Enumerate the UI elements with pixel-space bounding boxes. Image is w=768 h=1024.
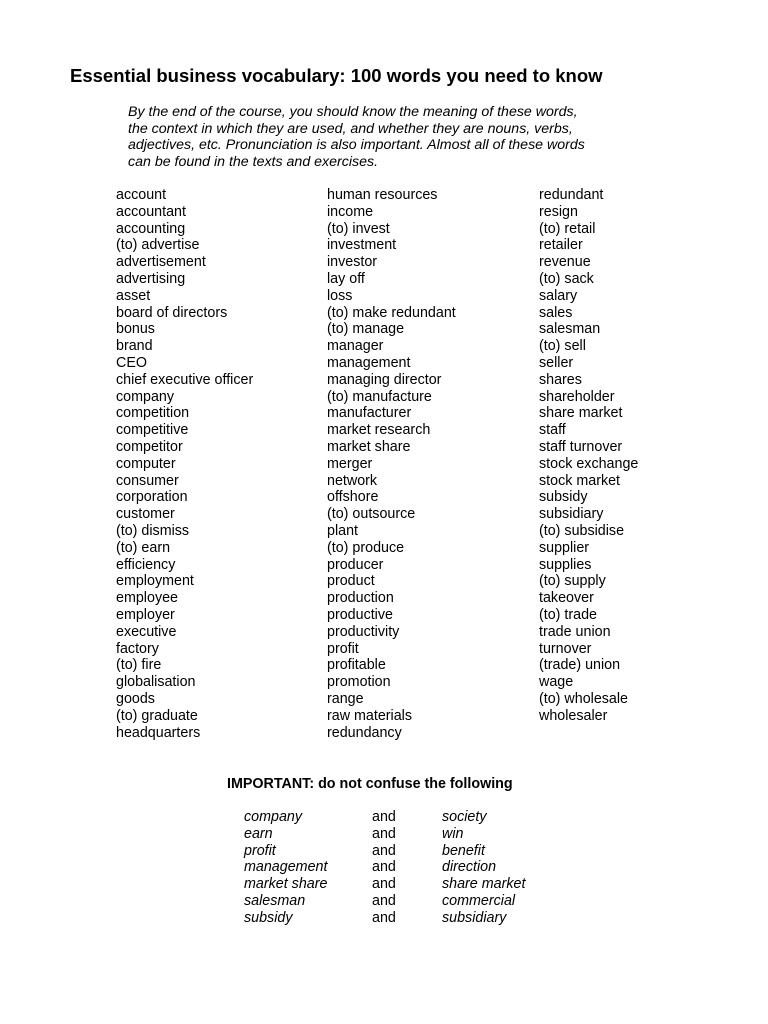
vocabulary-word: stock market [539, 472, 621, 489]
vocabulary-word: competitor [116, 438, 183, 455]
vocabulary-word: wholesaler [539, 707, 608, 724]
vocabulary-word: raw materials [327, 707, 413, 724]
vocabulary-word: redundancy [327, 724, 402, 741]
vocabulary-word: customer [116, 506, 175, 523]
vocabulary-word: efficiency [116, 556, 176, 573]
pair-connector: and [372, 909, 396, 926]
confusable-pairs-list [244, 809, 604, 927]
vocabulary-word: income [327, 203, 374, 220]
vocabulary-word: investor [327, 254, 378, 271]
important-heading: IMPORTANT: do not confuse the following [227, 776, 513, 792]
vocabulary-word: salesman [539, 321, 601, 338]
vocabulary-word: manufacturer [327, 405, 412, 422]
vocabulary-word: seller [539, 354, 574, 371]
vocabulary-word: (to) sack [539, 270, 594, 287]
pair-right-word: benefit [442, 842, 485, 859]
vocabulary-word: competitive [116, 422, 189, 439]
vocabulary-word: (to) invest [327, 220, 390, 237]
vocabulary-word: factory [116, 640, 159, 657]
vocabulary-word: employment [116, 573, 194, 590]
vocabulary-word: redundant [539, 187, 604, 203]
vocabulary-column-2 [327, 187, 456, 741]
vocabulary-word: computer [116, 455, 176, 472]
pair-right-word: share market [442, 876, 526, 893]
pair-connector: and [372, 859, 396, 876]
vocabulary-word: human resources [327, 187, 438, 203]
vocabulary-word: lay off [327, 270, 365, 287]
document-title: Essential business vocabulary: 100 words you need to know [70, 65, 603, 86]
vocabulary-word: (to) trade [539, 606, 598, 623]
vocabulary-word: supplier [539, 539, 590, 556]
vocabulary-word: (to) dismiss [116, 522, 190, 539]
intro-line: By the end of the course, you should know the meaning of these words, [128, 104, 578, 120]
pair-left-word: subsidy [244, 909, 293, 926]
vocabulary-word: salary [539, 287, 578, 304]
vocabulary-word: (to) wholesale [539, 690, 628, 707]
confusable-pair-row [244, 876, 604, 893]
vocabulary-word: (to) graduate [116, 707, 198, 724]
vocabulary-word: market share [327, 438, 411, 455]
intro-paragraph [128, 104, 648, 170]
vocabulary-word: accountant [116, 203, 186, 220]
vocabulary-word: (to) make redundant [327, 304, 456, 321]
vocabulary-word: (to) supply [539, 573, 606, 590]
vocabulary-word: (to) sell [539, 338, 586, 355]
pair-left-word: company [244, 809, 303, 825]
vocabulary-word: subsidy [539, 489, 588, 506]
pair-left-word: profit [244, 842, 276, 859]
vocabulary-word: range [327, 690, 364, 707]
vocabulary-word: management [327, 354, 411, 371]
vocabulary-word: chief executive officer [116, 371, 254, 388]
vocabulary-word: (to) advertise [116, 237, 200, 254]
pair-connector: and [372, 809, 396, 825]
vocabulary-word: production [327, 590, 394, 607]
vocabulary-word: (to) manage [327, 321, 405, 338]
vocabulary-word: (to) manufacture [327, 388, 432, 405]
confusable-pair-row [244, 910, 604, 927]
vocabulary-word: offshore [327, 489, 379, 506]
vocabulary-word: headquarters [116, 724, 201, 741]
pair-connector: and [372, 842, 396, 859]
confusable-pair-row [244, 843, 604, 860]
vocabulary-word: goods [116, 690, 155, 707]
vocabulary-word: resign [539, 203, 578, 220]
pair-right-word: win [442, 825, 464, 842]
vocabulary-word: consumer [116, 472, 179, 489]
vocabulary-word: competition [116, 405, 190, 422]
pair-right-word: commercial [442, 892, 516, 909]
vocabulary-word: asset [116, 287, 151, 304]
vocabulary-word: share market [539, 405, 623, 422]
vocabulary-word: company [116, 388, 175, 405]
vocabulary-word: (to) fire [116, 657, 162, 674]
pair-right-word: subsidiary [442, 909, 507, 926]
vocabulary-word: bonus [116, 321, 155, 338]
vocabulary-word: productivity [327, 623, 400, 640]
vocabulary-word: market research [327, 422, 431, 439]
vocabulary-word: employer [116, 606, 175, 623]
vocabulary-word: producer [327, 556, 384, 573]
vocabulary-word: network [327, 472, 378, 489]
vocabulary-word: staff turnover [539, 438, 623, 455]
vocabulary-word: account [116, 187, 167, 203]
vocabulary-columns [0, 187, 768, 747]
pair-left-word: salesman [244, 892, 306, 909]
vocabulary-word: brand [116, 338, 153, 355]
vocabulary-word: takeover [539, 590, 594, 607]
vocabulary-word: staff [539, 422, 566, 439]
vocabulary-word: (to) subsidise [539, 522, 625, 539]
vocabulary-word: globalisation [116, 674, 196, 691]
vocabulary-word: promotion [327, 674, 391, 691]
vocabulary-word: product [327, 573, 375, 590]
vocabulary-word: (to) retail [539, 220, 596, 237]
vocabulary-word: supplies [539, 556, 592, 573]
vocabulary-word: (trade) union [539, 657, 621, 674]
vocabulary-word: employee [116, 590, 178, 607]
pair-left-word: market share [244, 876, 328, 893]
vocabulary-word: productive [327, 606, 393, 623]
vocabulary-word: revenue [539, 254, 591, 271]
confusable-pair-row [244, 893, 604, 910]
vocabulary-word: trade union [539, 623, 611, 640]
vocabulary-word: merger [327, 455, 373, 472]
pair-left-word: earn [244, 825, 273, 842]
vocabulary-word: manager [327, 338, 384, 355]
vocabulary-word: subsidiary [539, 506, 604, 523]
vocabulary-word: sales [539, 304, 573, 321]
vocabulary-word: accounting [116, 220, 186, 237]
confusable-pair-row [244, 826, 604, 843]
vocabulary-word: retailer [539, 237, 583, 254]
intro-line: adjectives, etc. Pronunciation is also important. Almost all of these words [128, 137, 585, 153]
vocabulary-word: (to) earn [116, 539, 171, 556]
vocabulary-word: managing director [327, 371, 442, 388]
vocabulary-word: executive [116, 623, 177, 640]
pair-connector: and [372, 876, 396, 893]
vocabulary-word: wage [539, 674, 574, 691]
vocabulary-word: profitable [327, 657, 386, 674]
pair-connector: and [372, 892, 396, 909]
vocabulary-word: investment [327, 237, 397, 254]
pair-right-word: direction [442, 859, 497, 876]
vocabulary-word: advertisement [116, 254, 206, 271]
confusable-pair-row [244, 859, 604, 876]
pair-connector: and [372, 825, 396, 842]
intro-line: can be found in the texts and exercises. [128, 153, 379, 170]
vocabulary-column-1 [116, 187, 253, 741]
vocabulary-word: shares [539, 371, 582, 388]
vocabulary-word: (to) outsource [327, 506, 416, 523]
vocabulary-word: plant [327, 522, 359, 539]
vocabulary-column-3 [539, 187, 638, 725]
pair-left-word: management [244, 859, 328, 876]
pair-right-word: society [442, 809, 487, 825]
vocabulary-word: corporation [116, 489, 188, 506]
vocabulary-word: turnover [539, 640, 592, 657]
intro-line: the context in which they are used, and whether they are nouns, verbs, [128, 120, 573, 137]
vocabulary-word: board of directors [116, 304, 228, 321]
vocabulary-word: CEO [116, 354, 147, 371]
vocabulary-word: profit [327, 640, 359, 657]
vocabulary-word: shareholder [539, 388, 615, 405]
vocabulary-word: advertising [116, 270, 186, 287]
confusable-pair-row [244, 809, 604, 826]
vocabulary-word: stock exchange [539, 455, 639, 472]
vocabulary-word: loss [327, 287, 353, 304]
vocabulary-word: (to) produce [327, 539, 405, 556]
